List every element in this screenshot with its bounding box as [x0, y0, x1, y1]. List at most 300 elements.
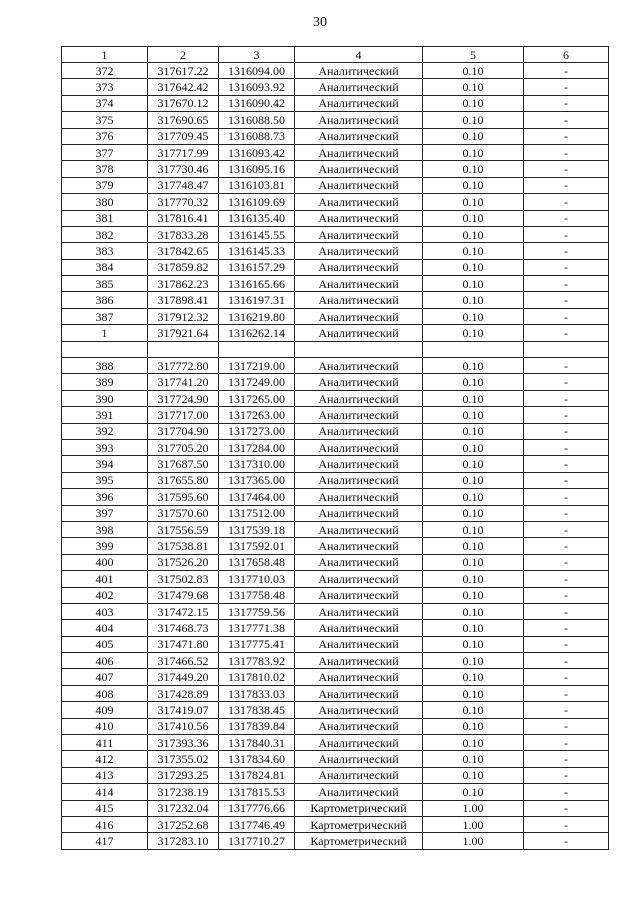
y-coordinate-cell: 1317840.31 [219, 735, 295, 751]
note-cell: - [524, 374, 609, 390]
point-number-cell: 372 [62, 63, 148, 79]
method-cell: Аналитический [295, 194, 423, 210]
point-number-cell: 396 [62, 489, 148, 505]
point-number-cell: 382 [62, 226, 148, 242]
table-row [62, 489, 609, 505]
note-cell: - [524, 439, 609, 455]
method-cell: Аналитический [295, 751, 423, 767]
point-number-cell: 1 [62, 325, 148, 341]
table-row [62, 308, 609, 324]
table-row [62, 767, 609, 783]
note-cell: - [524, 112, 609, 128]
point-number-cell: 383 [62, 243, 148, 259]
column-header: 4 [295, 47, 423, 63]
table-row [62, 63, 609, 79]
note-cell: - [524, 685, 609, 701]
point-number-cell: 391 [62, 407, 148, 423]
table-row [62, 341, 609, 357]
accuracy-cell: 0.10 [423, 358, 524, 374]
table-row [62, 79, 609, 95]
y-coordinate-cell: 1316197.31 [219, 292, 295, 308]
method-cell: Аналитический [295, 210, 423, 226]
y-coordinate-cell: 1316094.00 [219, 63, 295, 79]
table-body [62, 63, 609, 850]
y-coordinate-cell: 1317365.00 [219, 472, 295, 488]
accuracy-cell: 0.10 [423, 308, 524, 324]
x-coordinate-cell: 317617.22 [148, 63, 219, 79]
y-coordinate-cell: 1316165.66 [219, 276, 295, 292]
y-coordinate-cell: 1317310.00 [219, 456, 295, 472]
x-coordinate-cell: 317717.00 [148, 407, 219, 423]
x-coordinate-cell: 317912.32 [148, 308, 219, 324]
note-cell: - [524, 210, 609, 226]
note-cell: - [524, 128, 609, 144]
point-number-cell: 414 [62, 784, 148, 800]
accuracy-cell: 0.10 [423, 603, 524, 619]
note-cell: - [524, 325, 609, 341]
x-coordinate-cell: 317741.20 [148, 374, 219, 390]
y-coordinate-cell [219, 341, 295, 357]
method-cell: Аналитический [295, 554, 423, 570]
table-row [62, 653, 609, 669]
note-cell: - [524, 538, 609, 554]
note-cell: - [524, 243, 609, 259]
y-coordinate-cell: 1316093.92 [219, 79, 295, 95]
table-row [62, 259, 609, 275]
table-row [62, 95, 609, 111]
table-row [62, 603, 609, 619]
y-coordinate-cell: 1317284.00 [219, 439, 295, 455]
x-coordinate-cell: 317472.15 [148, 603, 219, 619]
point-number-cell: 410 [62, 718, 148, 734]
coordinates-table [61, 46, 609, 850]
point-number-cell: 373 [62, 79, 148, 95]
accuracy-cell [423, 341, 524, 357]
table-row [62, 439, 609, 455]
point-number-cell: 401 [62, 571, 148, 587]
method-cell: Аналитический [295, 407, 423, 423]
accuracy-cell: 0.10 [423, 472, 524, 488]
x-coordinate-cell: 317705.20 [148, 439, 219, 455]
x-coordinate-cell: 317466.52 [148, 653, 219, 669]
note-cell: - [524, 226, 609, 242]
point-number-cell: 387 [62, 308, 148, 324]
accuracy-cell: 0.10 [423, 538, 524, 554]
column-header: 6 [524, 47, 609, 63]
x-coordinate-cell: 317393.36 [148, 735, 219, 751]
x-coordinate-cell: 317670.12 [148, 95, 219, 111]
column-header: 2 [148, 47, 219, 63]
point-number-cell: 398 [62, 521, 148, 537]
method-cell: Аналитический [295, 243, 423, 259]
note-cell: - [524, 669, 609, 685]
point-number-cell: 402 [62, 587, 148, 603]
method-cell: Аналитический [295, 374, 423, 390]
accuracy-cell: 0.10 [423, 636, 524, 652]
point-number-cell: 417 [62, 833, 148, 849]
note-cell: - [524, 358, 609, 374]
note-cell: - [524, 735, 609, 751]
y-coordinate-cell: 1316088.50 [219, 112, 295, 128]
y-coordinate-cell: 1317775.41 [219, 636, 295, 652]
method-cell: Аналитический [295, 669, 423, 685]
y-coordinate-cell: 1317758.48 [219, 587, 295, 603]
method-cell: Аналитический [295, 308, 423, 324]
point-number-cell: 381 [62, 210, 148, 226]
note-cell: - [524, 489, 609, 505]
x-coordinate-cell: 317479.68 [148, 587, 219, 603]
y-coordinate-cell: 1317592.01 [219, 538, 295, 554]
x-coordinate-cell: 317283.10 [148, 833, 219, 849]
x-coordinate-cell: 317859.82 [148, 259, 219, 275]
point-number-cell: 384 [62, 259, 148, 275]
accuracy-cell: 0.10 [423, 653, 524, 669]
method-cell: Аналитический [295, 538, 423, 554]
accuracy-cell: 0.10 [423, 735, 524, 751]
method-cell: Аналитический [295, 128, 423, 144]
note-cell: - [524, 456, 609, 472]
method-cell: Аналитический [295, 603, 423, 619]
x-coordinate-cell: 317355.02 [148, 751, 219, 767]
point-number-cell: 385 [62, 276, 148, 292]
note-cell: - [524, 620, 609, 636]
point-number-cell: 404 [62, 620, 148, 636]
accuracy-cell: 1.00 [423, 800, 524, 816]
y-coordinate-cell: 1316103.81 [219, 177, 295, 193]
method-cell: Аналитический [295, 784, 423, 800]
y-coordinate-cell: 1316145.55 [219, 226, 295, 242]
x-coordinate-cell: 317293.25 [148, 767, 219, 783]
x-coordinate-cell: 317687.50 [148, 456, 219, 472]
y-coordinate-cell: 1317834.60 [219, 751, 295, 767]
method-cell: Аналитический [295, 276, 423, 292]
y-coordinate-cell: 1316095.16 [219, 161, 295, 177]
note-cell: - [524, 144, 609, 160]
table-row [62, 243, 609, 259]
note-cell: - [524, 292, 609, 308]
accuracy-cell: 0.10 [423, 243, 524, 259]
point-number-cell: 407 [62, 669, 148, 685]
x-coordinate-cell [148, 341, 219, 357]
table-row [62, 128, 609, 144]
method-cell: Аналитический [295, 79, 423, 95]
point-number-cell: 406 [62, 653, 148, 669]
x-coordinate-cell: 317428.89 [148, 685, 219, 701]
y-coordinate-cell: 1316262.14 [219, 325, 295, 341]
note-cell: - [524, 472, 609, 488]
x-coordinate-cell: 317595.60 [148, 489, 219, 505]
accuracy-cell: 0.10 [423, 259, 524, 275]
accuracy-cell: 0.10 [423, 718, 524, 734]
table-row [62, 571, 609, 587]
method-cell: Аналитический [295, 685, 423, 701]
method-cell: Аналитический [295, 620, 423, 636]
table-row [62, 210, 609, 226]
y-coordinate-cell: 1317263.00 [219, 407, 295, 423]
accuracy-cell: 0.10 [423, 374, 524, 390]
accuracy-cell: 0.10 [423, 128, 524, 144]
table-row [62, 292, 609, 308]
x-coordinate-cell: 317655.80 [148, 472, 219, 488]
table-row [62, 587, 609, 603]
x-coordinate-cell: 317748.47 [148, 177, 219, 193]
accuracy-cell: 0.10 [423, 505, 524, 521]
x-coordinate-cell: 317921.64 [148, 325, 219, 341]
x-coordinate-cell: 317419.07 [148, 702, 219, 718]
method-cell: Аналитический [295, 423, 423, 439]
method-cell: Аналитический [295, 521, 423, 537]
table-row [62, 816, 609, 832]
x-coordinate-cell: 317471.80 [148, 636, 219, 652]
x-coordinate-cell: 317709.45 [148, 128, 219, 144]
accuracy-cell: 0.10 [423, 112, 524, 128]
accuracy-cell: 0.10 [423, 177, 524, 193]
table-row [62, 554, 609, 570]
y-coordinate-cell: 1317839.84 [219, 718, 295, 734]
point-number-cell: 399 [62, 538, 148, 554]
accuracy-cell: 0.10 [423, 194, 524, 210]
x-coordinate-cell: 317449.20 [148, 669, 219, 685]
point-number-cell: 388 [62, 358, 148, 374]
point-number-cell: 380 [62, 194, 148, 210]
y-coordinate-cell: 1317815.53 [219, 784, 295, 800]
table-row [62, 161, 609, 177]
point-number-cell: 377 [62, 144, 148, 160]
point-number-cell: 390 [62, 390, 148, 406]
method-cell: Аналитический [295, 735, 423, 751]
table-row [62, 505, 609, 521]
accuracy-cell: 0.10 [423, 767, 524, 783]
y-coordinate-cell: 1317464.00 [219, 489, 295, 505]
accuracy-cell: 0.10 [423, 521, 524, 537]
point-number-cell: 374 [62, 95, 148, 111]
note-cell: - [524, 63, 609, 79]
method-cell: Аналитический [295, 489, 423, 505]
note-cell: - [524, 603, 609, 619]
point-number-cell: 408 [62, 685, 148, 701]
point-number-cell: 411 [62, 735, 148, 751]
table-row [62, 472, 609, 488]
note-cell: - [524, 636, 609, 652]
accuracy-cell: 1.00 [423, 816, 524, 832]
y-coordinate-cell: 1317658.48 [219, 554, 295, 570]
point-number-cell: 413 [62, 767, 148, 783]
point-number-cell: 375 [62, 112, 148, 128]
table-row [62, 456, 609, 472]
y-coordinate-cell: 1316135.40 [219, 210, 295, 226]
note-cell: - [524, 177, 609, 193]
accuracy-cell: 0.10 [423, 226, 524, 242]
method-cell: Аналитический [295, 144, 423, 160]
method-cell: Аналитический [295, 456, 423, 472]
method-cell: Аналитический [295, 161, 423, 177]
x-coordinate-cell: 317238.19 [148, 784, 219, 800]
column-header: 1 [62, 47, 148, 63]
accuracy-cell: 0.10 [423, 210, 524, 226]
y-coordinate-cell: 1317265.00 [219, 390, 295, 406]
method-cell: Аналитический [295, 112, 423, 128]
point-number-cell: 395 [62, 472, 148, 488]
table-row [62, 636, 609, 652]
y-coordinate-cell: 1317824.81 [219, 767, 295, 783]
note-cell: - [524, 259, 609, 275]
accuracy-cell: 0.10 [423, 325, 524, 341]
method-cell: Аналитический [295, 292, 423, 308]
note-cell: - [524, 95, 609, 111]
point-number-cell: 397 [62, 505, 148, 521]
note-cell: - [524, 718, 609, 734]
method-cell: Аналитический [295, 767, 423, 783]
point-number-cell: 376 [62, 128, 148, 144]
note-cell: - [524, 308, 609, 324]
accuracy-cell: 0.10 [423, 571, 524, 587]
accuracy-cell: 0.10 [423, 63, 524, 79]
table-header-row [62, 47, 609, 63]
x-coordinate-cell: 317816.41 [148, 210, 219, 226]
x-coordinate-cell: 317833.28 [148, 226, 219, 242]
table-row [62, 620, 609, 636]
table-row [62, 718, 609, 734]
note-cell: - [524, 816, 609, 832]
point-number-cell: 403 [62, 603, 148, 619]
table-row [62, 833, 609, 849]
accuracy-cell: 0.10 [423, 685, 524, 701]
y-coordinate-cell: 1316157.29 [219, 259, 295, 275]
point-number-cell: 393 [62, 439, 148, 455]
table-row [62, 784, 609, 800]
method-cell: Аналитический [295, 226, 423, 242]
note-cell: - [524, 390, 609, 406]
point-number-cell [62, 341, 148, 357]
y-coordinate-cell: 1317833.03 [219, 685, 295, 701]
table-row [62, 800, 609, 816]
note-cell: - [524, 571, 609, 587]
table-row [62, 685, 609, 701]
accuracy-cell: 0.10 [423, 620, 524, 636]
point-number-cell: 389 [62, 374, 148, 390]
point-number-cell: 400 [62, 554, 148, 570]
point-number-cell: 412 [62, 751, 148, 767]
x-coordinate-cell: 317842.65 [148, 243, 219, 259]
table-row [62, 751, 609, 767]
note-cell: - [524, 276, 609, 292]
accuracy-cell: 0.10 [423, 144, 524, 160]
x-coordinate-cell: 317556.59 [148, 521, 219, 537]
y-coordinate-cell: 1317776.66 [219, 800, 295, 816]
y-coordinate-cell: 1317512.00 [219, 505, 295, 521]
x-coordinate-cell: 317232.04 [148, 800, 219, 816]
table-row [62, 144, 609, 160]
x-coordinate-cell: 317570.60 [148, 505, 219, 521]
note-cell: - [524, 833, 609, 849]
point-number-cell: 415 [62, 800, 148, 816]
table-row [62, 226, 609, 242]
table-row [62, 276, 609, 292]
table-row [62, 538, 609, 554]
method-cell: Аналитический [295, 636, 423, 652]
table-row [62, 407, 609, 423]
x-coordinate-cell: 317468.73 [148, 620, 219, 636]
x-coordinate-cell: 317526.20 [148, 554, 219, 570]
note-cell: - [524, 751, 609, 767]
method-cell: Аналитический [295, 718, 423, 734]
accuracy-cell: 0.10 [423, 276, 524, 292]
table-row [62, 112, 609, 128]
note-cell: - [524, 79, 609, 95]
accuracy-cell: 0.10 [423, 161, 524, 177]
x-coordinate-cell: 317772.80 [148, 358, 219, 374]
method-cell: Аналитический [295, 259, 423, 275]
note-cell: - [524, 554, 609, 570]
note-cell: - [524, 653, 609, 669]
table-row [62, 358, 609, 374]
y-coordinate-cell: 1317710.03 [219, 571, 295, 587]
point-number-cell: 409 [62, 702, 148, 718]
note-cell [524, 341, 609, 357]
x-coordinate-cell: 317502.83 [148, 571, 219, 587]
y-coordinate-cell: 1317539.18 [219, 521, 295, 537]
x-coordinate-cell: 317410.56 [148, 718, 219, 734]
table-row [62, 177, 609, 193]
accuracy-cell: 1.00 [423, 833, 524, 849]
method-cell: Аналитический [295, 571, 423, 587]
y-coordinate-cell: 1317810.02 [219, 669, 295, 685]
x-coordinate-cell: 317862.23 [148, 276, 219, 292]
table-row [62, 325, 609, 341]
x-coordinate-cell: 317770.32 [148, 194, 219, 210]
note-cell: - [524, 194, 609, 210]
accuracy-cell: 0.10 [423, 390, 524, 406]
table-row [62, 521, 609, 537]
y-coordinate-cell: 1317746.49 [219, 816, 295, 832]
method-cell: Аналитический [295, 325, 423, 341]
x-coordinate-cell: 317724.90 [148, 390, 219, 406]
x-coordinate-cell: 317717.99 [148, 144, 219, 160]
accuracy-cell: 0.10 [423, 292, 524, 308]
method-cell: Аналитический [295, 653, 423, 669]
x-coordinate-cell: 317690.65 [148, 112, 219, 128]
y-coordinate-cell: 1317710.27 [219, 833, 295, 849]
note-cell: - [524, 505, 609, 521]
y-coordinate-cell: 1317771.38 [219, 620, 295, 636]
y-coordinate-cell: 1316219.80 [219, 308, 295, 324]
method-cell: Аналитический [295, 63, 423, 79]
accuracy-cell: 0.10 [423, 702, 524, 718]
y-coordinate-cell: 1317273.00 [219, 423, 295, 439]
method-cell: Аналитический [295, 439, 423, 455]
y-coordinate-cell: 1317219.00 [219, 358, 295, 374]
method-cell: Картометрический [295, 800, 423, 816]
y-coordinate-cell: 1316090.42 [219, 95, 295, 111]
y-coordinate-cell: 1316093.42 [219, 144, 295, 160]
table-row [62, 374, 609, 390]
table-row [62, 390, 609, 406]
point-number-cell: 416 [62, 816, 148, 832]
accuracy-cell: 0.10 [423, 669, 524, 685]
note-cell: - [524, 161, 609, 177]
point-number-cell: 379 [62, 177, 148, 193]
method-cell: Картометрический [295, 833, 423, 849]
y-coordinate-cell: 1317249.00 [219, 374, 295, 390]
accuracy-cell: 0.10 [423, 554, 524, 570]
y-coordinate-cell: 1316088.73 [219, 128, 295, 144]
accuracy-cell: 0.10 [423, 587, 524, 603]
x-coordinate-cell: 317538.81 [148, 538, 219, 554]
note-cell: - [524, 521, 609, 537]
point-number-cell: 392 [62, 423, 148, 439]
note-cell: - [524, 407, 609, 423]
x-coordinate-cell: 317642.42 [148, 79, 219, 95]
